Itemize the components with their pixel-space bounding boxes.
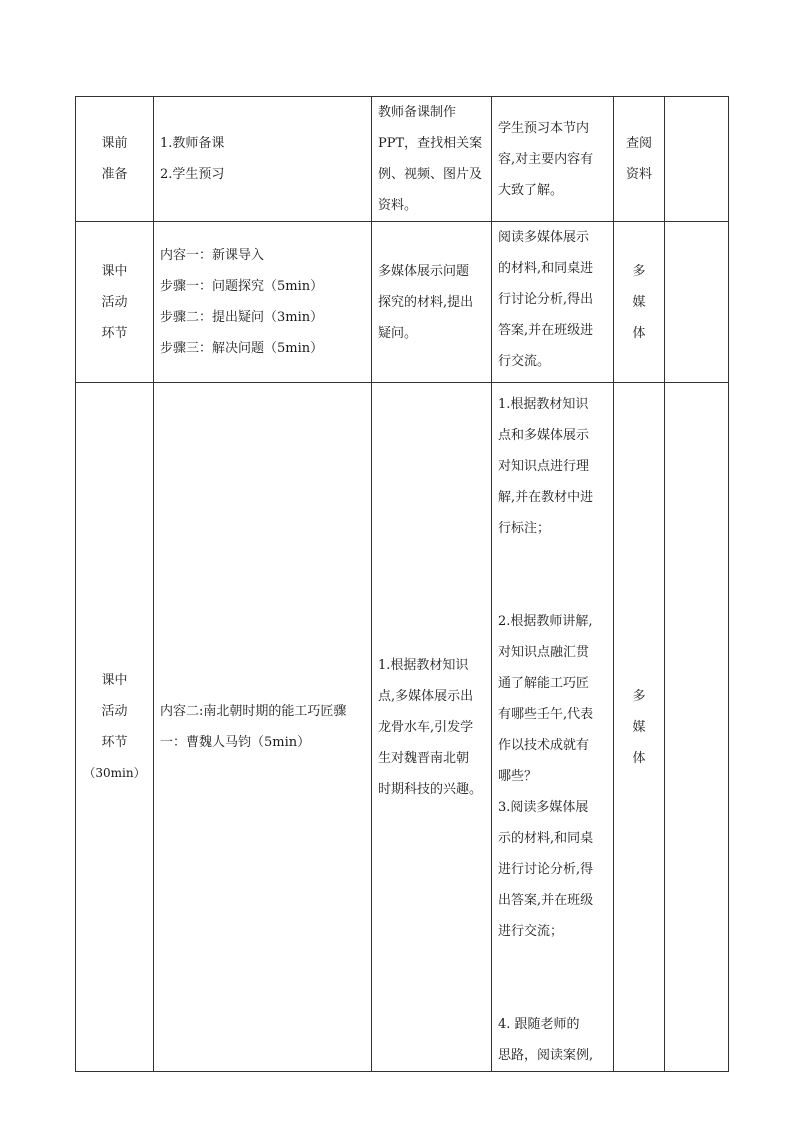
teacher-text: 龙骨水车,引发学 xyxy=(378,719,474,735)
teacher-text: 资料。 xyxy=(378,198,418,213)
student-text: 出答案,并在班级 xyxy=(498,893,594,908)
teacher-text: 多媒体展示问题 xyxy=(378,263,470,279)
table-row-in-class-2 xyxy=(76,383,729,1072)
student-text: 4. 跟随老师的 xyxy=(498,1017,580,1032)
lesson-plan-table xyxy=(75,96,729,1072)
blank-line xyxy=(498,978,609,1009)
empty-cell xyxy=(665,222,729,383)
table-row-in-class-1 xyxy=(76,222,729,383)
resource-text: 媒 xyxy=(632,294,646,310)
stage-text: 课中 xyxy=(101,263,128,279)
stage-text: （30min） xyxy=(83,766,146,780)
resource-cell xyxy=(614,383,665,1072)
blank-line xyxy=(498,947,609,978)
content-cell xyxy=(154,97,372,222)
student-text: 的材料,和同桌进 xyxy=(498,261,594,276)
stage-text: 课前 xyxy=(101,136,128,151)
student-text: 示的材料,和同桌 xyxy=(498,831,594,846)
stage-text: 活动 xyxy=(101,704,128,719)
content-text: 2.学生预习 xyxy=(160,167,225,182)
student-text: 行交流。 xyxy=(498,354,551,369)
teacher-activity-cell xyxy=(372,222,492,383)
student-text: 对知识点进行理 xyxy=(498,459,590,474)
blank-line xyxy=(498,544,609,575)
teacher-text: 点,多媒体展示出 xyxy=(378,688,474,704)
student-text: 通了解能工巧匠 xyxy=(498,676,590,691)
student-text: 思路，阅读案例, xyxy=(498,1048,594,1063)
student-text: 对知识点融汇贯 xyxy=(498,645,590,660)
stage-text: 课中 xyxy=(101,673,128,688)
stage-cell xyxy=(76,97,154,222)
student-text: 阅读多媒体展示 xyxy=(498,230,590,245)
content-cell xyxy=(154,222,372,383)
student-text: 进行讨论分析,得 xyxy=(498,862,594,877)
student-text: 1.根据教材知识 xyxy=(498,397,589,412)
teacher-activity-cell xyxy=(372,97,492,222)
content-cell xyxy=(154,383,372,1072)
stage-text: 准备 xyxy=(101,167,128,182)
stage-cell xyxy=(76,383,154,1072)
teacher-text: 时期科技的兴趣。 xyxy=(378,781,483,797)
resource-text: 多 xyxy=(632,688,646,704)
resource-cell xyxy=(614,222,665,383)
teacher-text: 探究的材料,提出 xyxy=(378,294,474,310)
teacher-text: 1.根据教材知识 xyxy=(378,657,469,673)
stage-text: 环节 xyxy=(101,735,128,750)
student-text: 作以技术成就有 xyxy=(498,738,590,753)
teacher-text: 教师备课制作 xyxy=(378,105,457,120)
student-text: 行标注； xyxy=(498,521,551,536)
teacher-text: PPT，查找相关案 xyxy=(378,136,483,151)
student-activity-cell xyxy=(492,97,614,222)
teacher-text: 例、视频、图片及 xyxy=(378,167,483,182)
teacher-text: 疑问。 xyxy=(378,325,418,341)
student-text: 大致了解。 xyxy=(498,182,564,198)
content-text: 内容二:南北朝时期的能工巧匠骤 xyxy=(160,704,347,719)
resource-text: 资料 xyxy=(625,167,652,182)
student-text: 哪些？ xyxy=(498,769,538,784)
student-text: 3.阅读多媒体展 xyxy=(498,800,589,815)
student-text: 容,对主要内容有 xyxy=(498,151,594,167)
resource-text: 体 xyxy=(632,325,646,341)
content-text: 1.教师备课 xyxy=(160,136,225,151)
empty-cell xyxy=(665,97,729,222)
content-text: 内容一：新课导入 xyxy=(160,248,265,263)
content-text: 一：曹魏人马钧（5min） xyxy=(160,735,311,750)
stage-text: 环节 xyxy=(101,325,128,341)
teacher-activity-cell xyxy=(372,383,492,1072)
resource-cell xyxy=(614,97,665,222)
resource-text: 多 xyxy=(632,263,646,279)
student-text: 学生预习本节内 xyxy=(498,120,590,136)
student-text: 答案,并在班级进 xyxy=(498,323,594,338)
content-text: 步骤一：问题探究（5min） xyxy=(160,279,324,294)
student-text: 有哪些壬午,代表 xyxy=(498,707,594,722)
stage-cell xyxy=(76,222,154,383)
student-text: 点和多媒体展示 xyxy=(498,428,590,443)
table-row-pre-class xyxy=(76,97,729,222)
empty-cell xyxy=(665,383,729,1072)
stage-text: 活动 xyxy=(101,294,128,310)
student-activity-cell xyxy=(492,222,614,383)
student-text: 进行交流； xyxy=(498,924,564,939)
resource-text: 媒 xyxy=(632,719,646,735)
student-text: 2.根据教师讲解, xyxy=(498,614,593,629)
student-text: 解,并在教材中进 xyxy=(498,490,594,505)
student-text: 行讨论分析,得出 xyxy=(498,292,594,307)
content-text: 步骤二：提出疑问（3min） xyxy=(160,310,324,325)
student-activity-cell xyxy=(492,383,614,1072)
content-text: 步骤三：解决问题（5min） xyxy=(160,341,324,356)
teacher-text: 生对魏晋南北朝 xyxy=(378,750,470,766)
blank-line xyxy=(498,575,609,606)
resource-text: 体 xyxy=(632,750,646,766)
resource-text: 查阅 xyxy=(625,136,652,151)
